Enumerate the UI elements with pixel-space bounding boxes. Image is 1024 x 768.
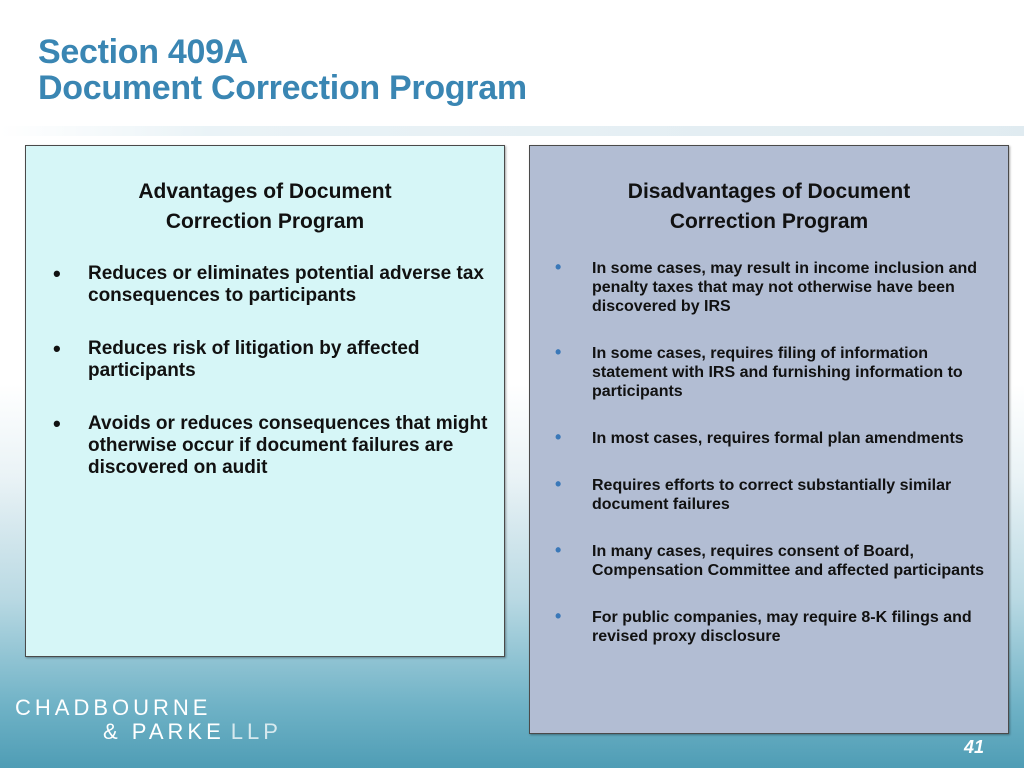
list-item: [26, 413, 504, 479]
list-item: [530, 344, 1008, 401]
list-item: [530, 429, 1008, 448]
list-item: [26, 338, 504, 382]
advantage-text: Reduces or eliminates potential adverse tax consequences to participants: [88, 263, 484, 306]
advantage-text: Avoids or reduces consequences that might otherwise occur if document failures are discovered on audit: [88, 413, 488, 478]
bullet-icon: •: [53, 411, 61, 436]
page-number: 41: [963, 737, 984, 757]
bullet-icon: •: [555, 342, 562, 362]
disadvantage-text: In most cases, requires formal plan amendments: [592, 430, 964, 447]
list-item: [530, 542, 1008, 580]
disadvantages-list: [530, 259, 1008, 646]
advantages-list: [26, 263, 504, 479]
logo-suffix: LLP: [230, 719, 282, 744]
disadvantage-text: Requires efforts to correct substantially similar document failures: [592, 477, 952, 513]
disadvantage-text: In some cases, requires filing of information statement with IRS and furnishing information to participants: [592, 345, 963, 400]
list-item: [530, 476, 1008, 514]
list-item: [26, 263, 504, 307]
advantages-heading: Advantages of Document Correction Program: [138, 180, 392, 233]
bullet-icon: •: [555, 474, 562, 494]
advantage-text: Reduces risk of litigation by affected participants: [88, 338, 420, 381]
list-item: [530, 608, 1008, 646]
disadvantages-heading: Disadvantages of Document Correction Program: [627, 180, 911, 233]
bullet-icon: •: [555, 427, 562, 447]
bullet-icon: •: [53, 261, 61, 286]
disadvantages-panel: [529, 145, 1009, 734]
list-item: [530, 259, 1008, 316]
advantages-panel: [25, 145, 505, 657]
logo-line-2: [103, 720, 282, 744]
disadvantage-text: For public companies, may require 8-K filings and revised proxy disclosure: [592, 609, 972, 645]
title-line-1: Section 409A: [38, 33, 248, 71]
bullet-icon: •: [555, 606, 562, 626]
firm-logo: [15, 696, 282, 744]
title-divider: [0, 126, 1024, 136]
bullet-icon: •: [555, 540, 562, 560]
disadvantage-text: In many cases, requires consent of Board, Compensation Committee and affected participants: [592, 543, 985, 579]
logo-line-1: CHADBOURNE: [15, 695, 212, 720]
bullet-icon: •: [53, 336, 61, 361]
disadvantage-text: In some cases, may result in income inclusion and penalty taxes that may not otherwise have been discovered by IRS: [592, 260, 978, 315]
bullet-icon: •: [555, 257, 562, 277]
title-line-2: Document Correction Program: [38, 69, 527, 107]
logo-name: & PARKE: [103, 719, 225, 744]
slide-title: [38, 34, 527, 106]
